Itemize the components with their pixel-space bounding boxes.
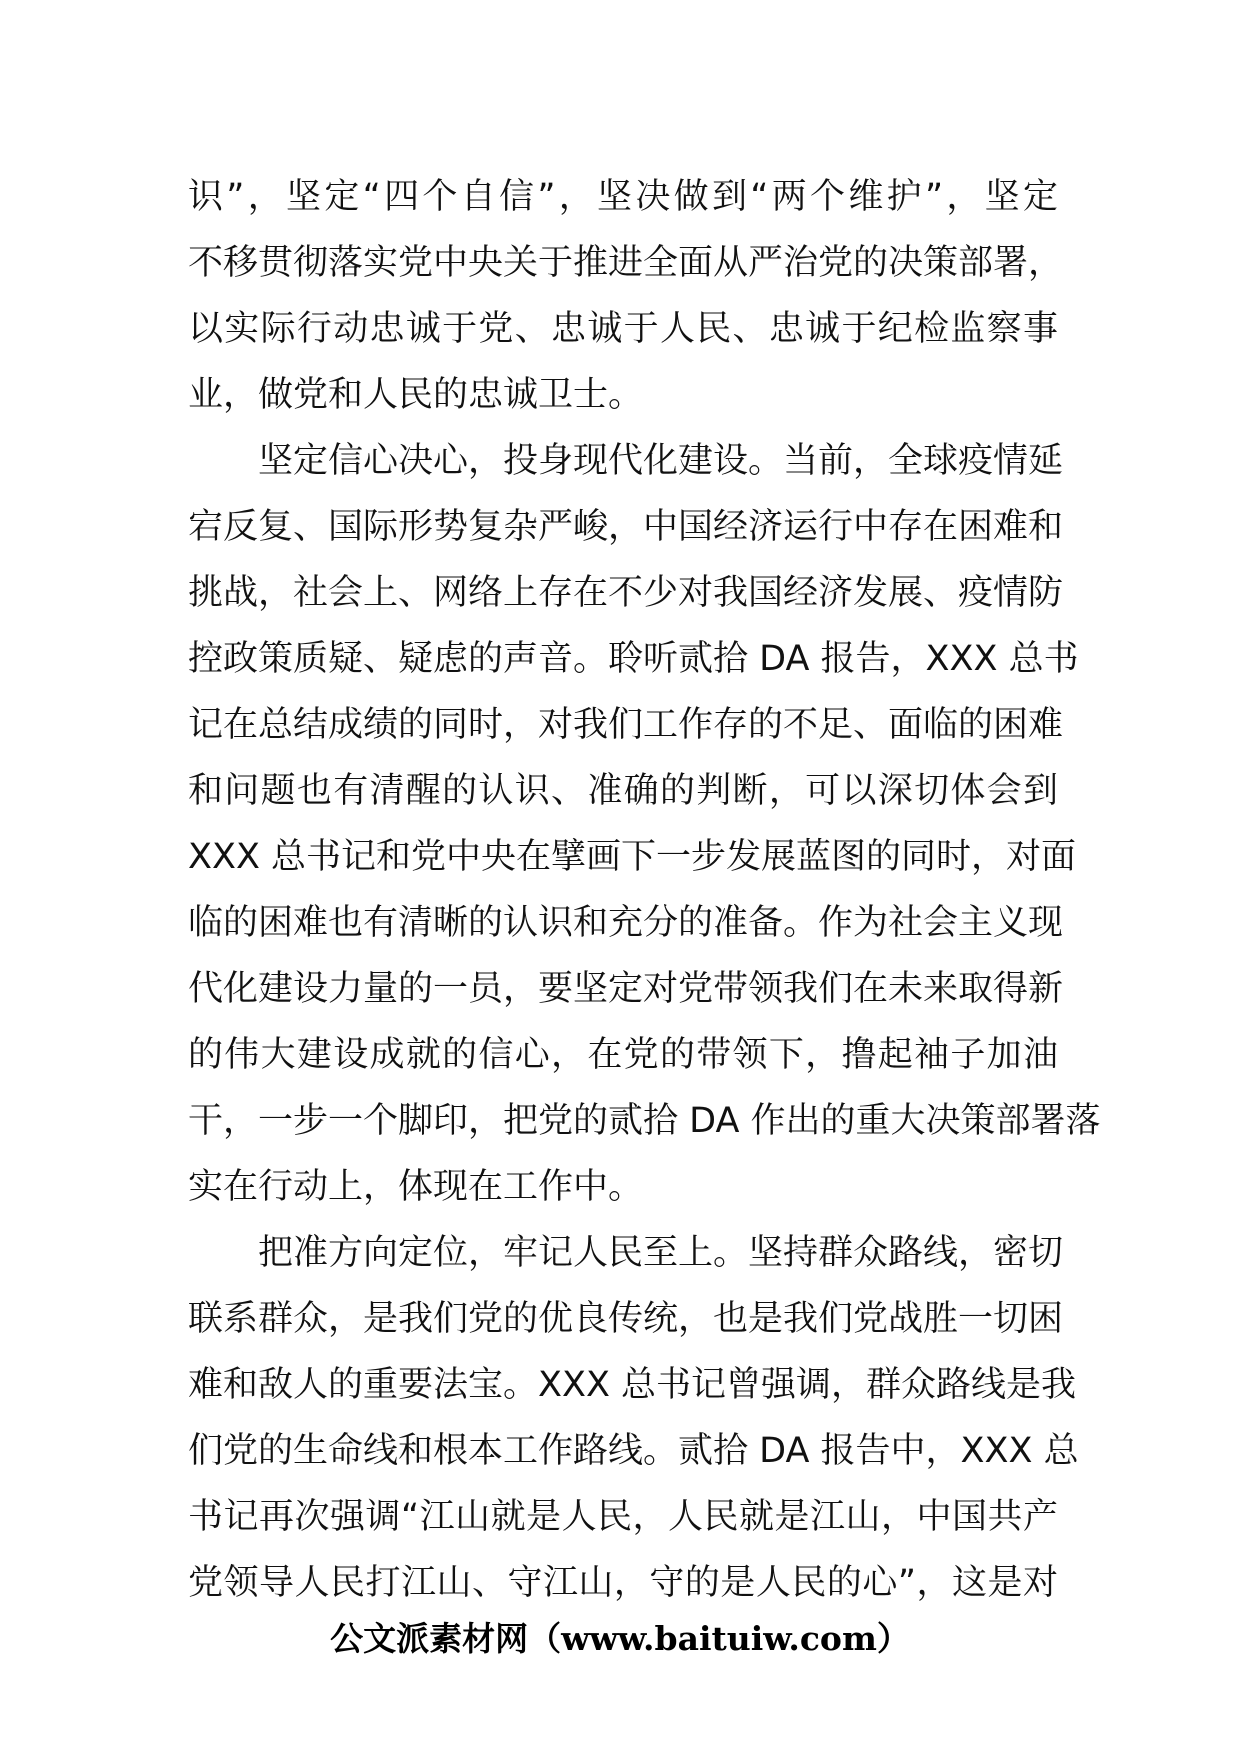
footer-watermark: 公文派素材网（www.baituiw.com） xyxy=(330,1619,910,1658)
text-line: 挑战，社会上、网络上存在不少对我国经济发展、疫情防 xyxy=(188,573,1064,613)
text-line: 难和敌人的重要法宝。XXX 总书记曾强调，群众路线是我 xyxy=(188,1365,1077,1405)
text-line: 不移贯彻落实党中央关于推进全面从严治党的决策部署， xyxy=(188,243,1064,283)
text-line: 代化建设力量的一员，要坚定对党带领我们在未来取得新 xyxy=(188,969,1064,1009)
text-line: 党领导人民打江山、守江山，守的是人民的心”，这是对 xyxy=(188,1563,1058,1603)
document-body xyxy=(188,164,1101,1616)
text-line: 的伟大建设成就的信心，在党的带领下，撸起袖子加油 xyxy=(188,1035,1058,1075)
text-line: 临的困难也有清晰的认识和充分的准备。作为社会主义现 xyxy=(188,903,1064,943)
text-line: 书记再次强调“江山就是人民，人民就是江山，中国共产 xyxy=(188,1497,1058,1537)
paragraph-first-line: 坚定信心决心，投身现代化建设。当前，全球疫情延 xyxy=(258,441,1064,481)
text-line: 干，一步一个脚印，把党的贰拾 DA 作出的重大决策部署落 xyxy=(188,1101,1101,1141)
text-line: 业，做党和人民的忠诚卫士。 xyxy=(188,375,644,415)
text-line: 和问题也有清醒的认识、准确的判断，可以深切体会到 xyxy=(188,771,1058,811)
text-line: 以实际行动忠诚于党、忠诚于人民、忠诚于纪检监察事 xyxy=(188,309,1058,349)
text-line: 联系群众，是我们党的优良传统，也是我们党战胜一切困 xyxy=(188,1299,1064,1339)
paragraph-first-line: 把准方向定位，牢记人民至上。坚持群众路线，密切 xyxy=(258,1233,1064,1273)
text-line: 们党的生命线和根本工作路线。贰拾 DA 报告中，XXX 总 xyxy=(188,1431,1079,1471)
text-line: 记在总结成绩的同时，对我们工作存的不足、面临的困难 xyxy=(188,705,1064,745)
text-line: 控政策质疑、疑虑的声音。聆听贰拾 DA 报告，XXX 总书 xyxy=(188,639,1079,679)
text-line: XXX 总书记和党中央在擘画下一步发展蓝图的同时，对面 xyxy=(188,837,1077,877)
text-line: 实在行动上，体现在工作中。 xyxy=(188,1167,644,1207)
text-line: 识”，坚定“四个自信”，坚决做到“两个维护”，坚定 xyxy=(188,177,1058,217)
text-line: 宕反复、国际形势复杂严峻，中国经济运行中存在困难和 xyxy=(188,507,1064,547)
